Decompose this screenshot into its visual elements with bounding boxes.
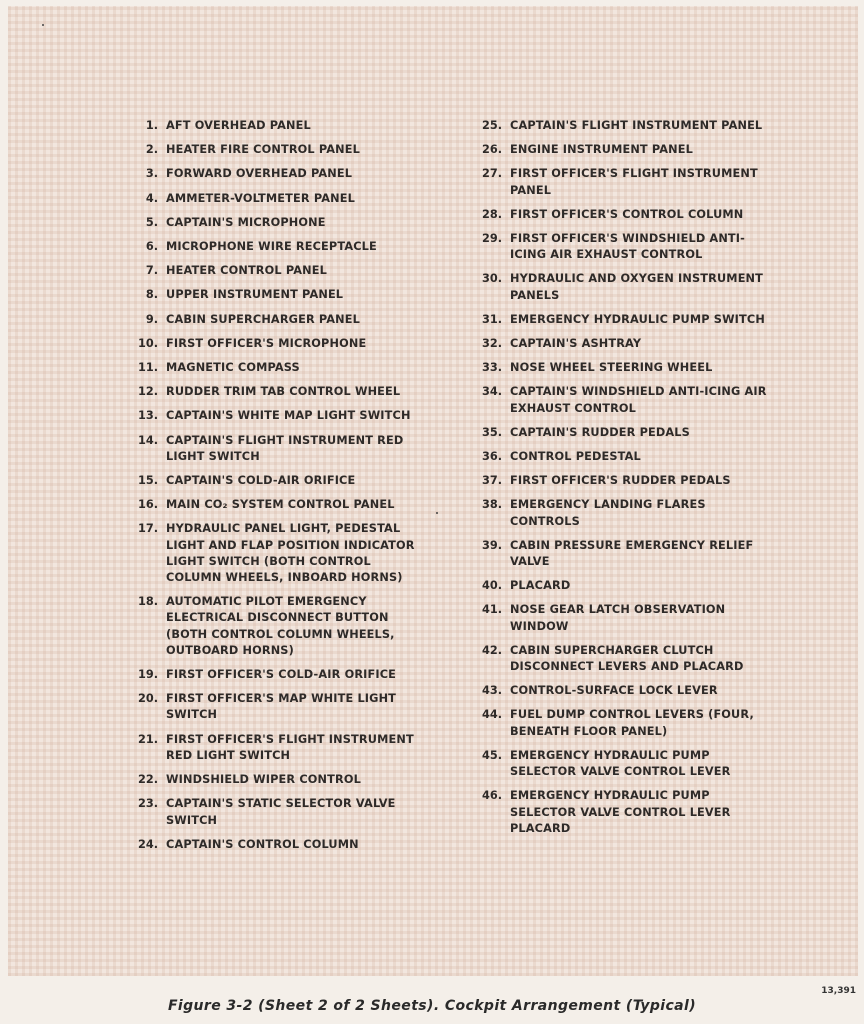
legend-item-text: CAPTAIN'S WHITE MAP LIGHT SWITCH [166,409,411,423]
legend-item-number: 30. [481,272,502,286]
legend-item-text: CAPTAIN'S STATIC SELECTOR VALVE SWITCH [166,797,396,827]
legend-item-text: CAPTAIN'S COLD-AIR ORIFICE [166,474,356,488]
legend-item [472,643,772,675]
legend-item-number: 45. [481,748,502,762]
legend-item [472,166,772,198]
legend-item [128,473,418,489]
legend-item-number: 5. [145,215,158,229]
legend-item-number: 46. [481,789,502,803]
legend-item-text: FIRST OFFICER'S CONTROL COLUMN [510,207,744,221]
legend-item [472,497,772,529]
legend-item [128,142,418,158]
legend-item-number: 24. [137,837,158,851]
legend-item [128,408,418,424]
legend-item [128,837,418,853]
legend-item-text: CAPTAIN'S CONTROL COLUMN [166,837,359,851]
legend-item-number: 13. [137,409,158,423]
legend-item-text: HYDRAULIC PANEL LIGHT, PEDESTAL LIGHT AND FLAP POSITION INDICATOR LIGHT SWITCH (BOTH CONTROL COLUMN WHEELS, INBOARD HORNS) [166,522,415,585]
figure-code: 13,391 [821,986,856,996]
legend-item [128,312,418,328]
legend-item [472,384,772,416]
legend-item [128,336,418,352]
legend-item-number: 33. [481,361,502,375]
legend-item-text: CAPTAIN'S WINDSHIELD ANTI-ICING AIR EXHAUST CONTROL [510,385,767,415]
legend-item-number: 35. [481,425,502,439]
legend-item-number: 41. [481,603,502,617]
legend-item-number: 3. [145,167,158,181]
legend-item-text: HEATER FIRE CONTROL PANEL [166,143,360,157]
legend-item-text: EMERGENCY HYDRAULIC PUMP SWITCH [510,312,765,326]
legend-item-number: 10. [137,336,158,350]
legend-item-number: 28. [481,207,502,221]
legend-item [472,788,772,837]
legend-item-text: MAIN CO₂ SYSTEM CONTROL PANEL [166,498,395,512]
legend-item-number: 29. [481,232,502,246]
legend-item-number: 38. [481,498,502,512]
legend-item [472,748,772,780]
legend-item-number: 39. [481,538,502,552]
legend-item [128,433,418,465]
legend-item-number: 16. [137,498,158,512]
legend-item [472,142,772,158]
legend-item [128,384,418,400]
legend-item [472,707,772,739]
legend-item-number: 9. [145,312,158,326]
legend-item [472,336,772,352]
legend-item [128,166,418,182]
legend-item-text: FIRST OFFICER'S FLIGHT INSTRUMENT PANEL [510,167,758,197]
legend-item-number: 36. [481,450,502,464]
legend-item-number: 22. [137,773,158,787]
legend-item-text: FORWARD OVERHEAD PANEL [166,167,353,181]
legend-item-number: 6. [145,240,158,254]
legend-item [128,594,418,659]
legend-item-text: ENGINE INSTRUMENT PANEL [510,143,693,157]
legend-item-text: CONTROL PEDESTAL [510,450,641,464]
legend-item [472,231,772,263]
legend-item-text: HYDRAULIC AND OXYGEN INSTRUMENT PANELS [510,272,764,302]
legend-item [472,312,772,328]
legend-item-text: UPPER INSTRUMENT PANEL [166,288,344,302]
legend-item-number: 32. [481,337,502,351]
legend-item-number: 18. [137,595,158,609]
legend-item [128,360,418,376]
legend-item-text: CAPTAIN'S FLIGHT INSTRUMENT RED LIGHT SWITCH [166,433,404,463]
legend-item-text: MICROPHONE WIRE RECEPTACLE [166,240,377,254]
paper-speck [436,512,438,514]
legend-item-text: FIRST OFFICER'S MICROPHONE [166,336,367,350]
legend-item [128,239,418,255]
legend-item-number: 34. [481,385,502,399]
legend-item [472,538,772,570]
legend-item [128,732,418,764]
legend-item-text: CABIN SUPERCHARGER CLUTCH DISCONNECT LEVERS AND PLACARD [510,643,744,674]
legend-item-text: CAPTAIN'S MICROPHONE [166,215,326,229]
legend-item-number: 4. [145,191,158,205]
legend-item-text: CAPTAIN'S FLIGHT INSTRUMENT PANEL [510,119,763,132]
legend-item-number: 12. [137,385,158,399]
legend-item [128,667,418,683]
legend-item [472,118,772,134]
legend-item-text: AUTOMATIC PILOT EMERGENCY ELECTRICAL DISCONNECT BUTTON (BOTH CONTROL COLUMN WHEELS, OUTBOARD HORNS) [166,595,395,657]
legend-item-text: FIRST OFFICER'S COLD-AIR ORIFICE [166,668,397,682]
legend-item [472,271,772,303]
legend-item-number: 25. [481,119,502,132]
legend-item-text: HEATER CONTROL PANEL [166,264,327,278]
legend-item-number: 8. [145,288,158,302]
legend-item-number: 1. [145,119,158,132]
legend-item [472,425,772,441]
legend-item-text: CAPTAIN'S RUDDER PEDALS [510,425,690,439]
legend-item [128,796,418,828]
legend-item-number: 37. [481,474,502,488]
legend-item-number: 17. [137,522,158,536]
legend-item-number: 19. [137,668,158,682]
legend-item [472,602,772,634]
legend-item-number: 43. [481,684,502,698]
legend-item-number: 7. [145,264,158,278]
legend-item [472,683,772,699]
legend-item-number: 23. [137,797,158,811]
legend-item-number: 31. [481,312,502,326]
legend-item-text: AMMETER-VOLTMETER PANEL [166,191,355,205]
legend-item [128,191,418,207]
legend-item-text: NOSE GEAR LATCH OBSERVATION WINDOW [510,603,726,633]
legend-item-text: EMERGENCY LANDING FLARES CONTROLS [510,498,706,528]
paper-speck [42,24,44,26]
legend-item [128,118,418,134]
legend-item [472,360,772,376]
legend-item-text: CONTROL-SURFACE LOCK LEVER [510,684,718,698]
legend-item-number: 44. [481,708,502,722]
legend-item-number: 26. [481,143,502,157]
legend-item [128,263,418,279]
legend-item-number: 40. [481,579,502,593]
legend-item-number: 14. [137,433,158,447]
legend-item-text: NOSE WHEEL STEERING WHEEL [510,361,713,375]
legend-item-number: 21. [137,732,158,746]
legend-item-number: 42. [481,643,502,657]
legend-item [128,287,418,303]
legend-item [128,772,418,788]
legend-column-right [472,118,772,845]
legend-item-text: RUDDER TRIM TAB CONTROL WHEEL [166,385,401,399]
legend-item [128,691,418,723]
legend-item [472,473,772,489]
legend-item-text: FIRST OFFICER'S RUDDER PEDALS [510,474,731,488]
legend-item-text: PLACARD [510,579,571,593]
legend-item-number: 27. [481,167,502,181]
legend-item [472,207,772,223]
legend-item-text: EMERGENCY HYDRAULIC PUMP SELECTOR VALVE CONTROL LEVER [510,748,731,779]
legend-item-number: 2. [145,143,158,157]
legend-item-number: 15. [137,474,158,488]
legend-item-text: FIRST OFFICER'S FLIGHT INSTRUMENT RED LIGHT SWITCH [166,732,414,762]
legend-item-text: FIRST OFFICER'S WINDSHIELD ANTI-ICING AIR EXHAUST CONTROL [510,232,745,262]
legend-item [128,497,418,513]
legend-item-text: CABIN SUPERCHARGER PANEL [166,312,361,326]
legend-item [472,449,772,465]
legend-item-number: 11. [137,361,158,375]
legend-item-text: EMERGENCY HYDRAULIC PUMP SELECTOR VALVE CONTROL LEVER PLACARD [510,789,731,835]
legend-item [128,521,418,586]
legend-item [472,578,772,594]
legend-column-left [128,118,418,861]
legend-item-text: FUEL DUMP CONTROL LEVERS (FOUR, BENEATH FLOOR PANEL) [510,708,754,738]
legend-item-text: AFT OVERHEAD PANEL [166,119,311,132]
legend-item-text: WINDSHIELD WIPER CONTROL [166,773,361,787]
legend-item-text: FIRST OFFICER'S MAP WHITE LIGHT SWITCH [166,692,397,722]
legend-item-number: 20. [137,692,158,706]
legend-item-text: MAGNETIC COMPASS [166,361,300,375]
legend-item-text: CABIN PRESSURE EMERGENCY RELIEF VALVE [510,538,754,569]
document-sheet [8,6,858,976]
legend-item [128,215,418,231]
figure-caption: Figure 3-2 (Sheet 2 of 2 Sheets). Cockpit Arrangement (Typical) [167,998,697,1014]
legend-item-text: CAPTAIN'S ASHTRAY [510,337,642,351]
